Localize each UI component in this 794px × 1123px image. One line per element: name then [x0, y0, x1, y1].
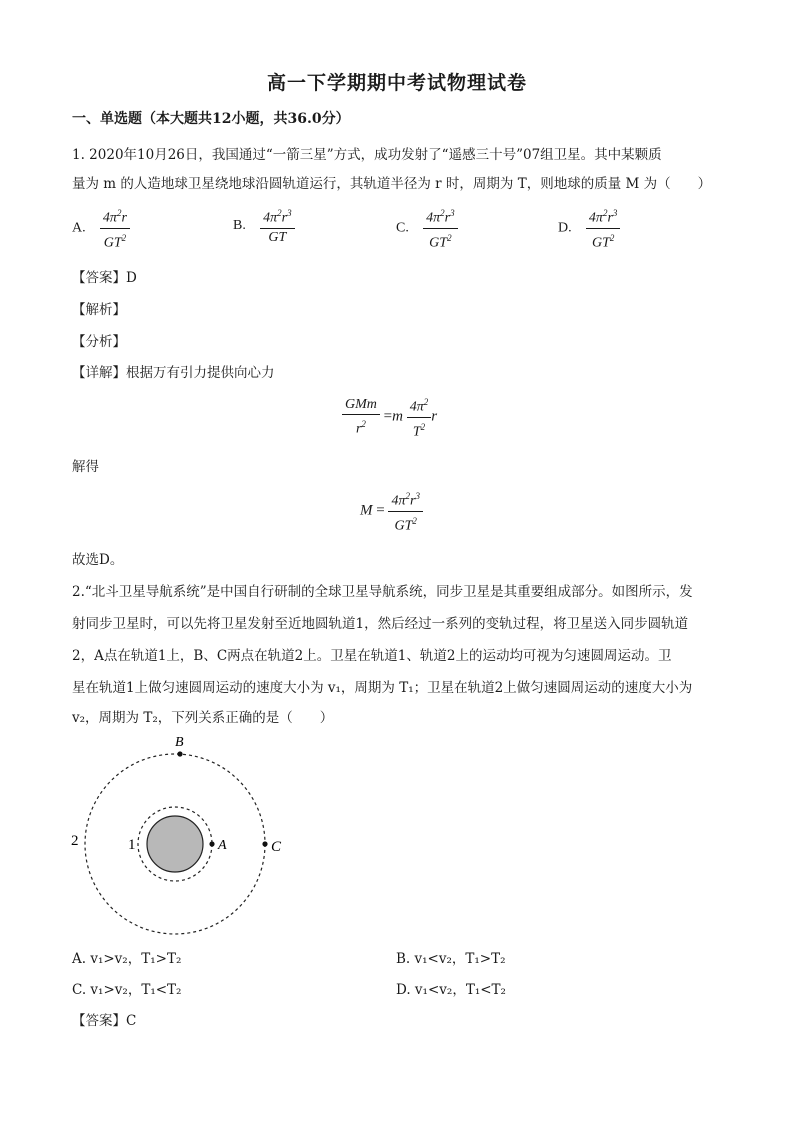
label-c: C	[271, 839, 282, 855]
q1-option-b-label: B.	[233, 217, 246, 233]
q2-text-line4: 星在轨道1上做匀速圆周运动的速度大小为 v₁，周期为 T₁；卫星在轨道2上做匀速圆周运动的速度大小为	[72, 680, 693, 696]
label-b: B	[175, 735, 184, 750]
q1-equation-result: M = $\frac{4\pi^2r^3}{GT^2}$	[360, 488, 423, 534]
q2-text-line2: 射同步卫星时，可以先将卫星发射至近地圆轨道1，然后经过一系列的变轨过程，将卫星送入同步圆轨道	[72, 616, 689, 632]
label-a: A	[218, 838, 227, 853]
point-c	[262, 841, 267, 846]
label-orbit-1: 1	[128, 837, 136, 853]
section-heading: 一、单选题（本大题共12小题，共36.0分）	[72, 111, 350, 127]
point-b	[177, 751, 182, 756]
orbit-diagram	[60, 725, 310, 950]
q1-solve-label: 解得	[72, 459, 99, 475]
q1-analysis-heading: 【解析】	[72, 302, 126, 318]
q1-option-a-label: A.	[72, 220, 86, 236]
earth	[147, 816, 203, 872]
q1-option-c	[396, 205, 458, 251]
q1-option-d-label: D.	[558, 220, 572, 236]
q1-option-b	[233, 205, 295, 246]
q2-text-line3: 2，A点在轨道1上，B、C两点在轨道2上。卫星在轨道1、轨道2上的运动均可视为匀速圆周运动。卫	[72, 648, 672, 664]
q2-text-line5: v₂，周期为 T₂，下列关系正确的是（ ）	[72, 710, 334, 726]
q2-option-b: B. v₁<v₂，T₁>T₂	[396, 951, 506, 967]
label-orbit-2: 2	[71, 833, 79, 849]
q1-fenxi-heading: 【分析】	[72, 334, 126, 350]
q1-option-c-formula: $\frac{4\pi^2r^3}{GT^2}$	[423, 205, 457, 251]
q2-text-line1: 2.“北斗卫星导航系统”是中国自行研制的全球卫星导航系统，同步卫星是其重要组成部分。如图所示，发	[72, 584, 693, 600]
q1-option-d-formula: $\frac{4\pi^2r^3}{GT^2}$	[586, 205, 620, 251]
q1-option-a	[72, 205, 130, 251]
q1-option-d	[558, 205, 620, 251]
q1-equation-gravity: $\frac{\text{GMm}}{r^2}$ =m $\frac{4\pi^2}{T^2}$ r	[342, 394, 437, 440]
q1-text-line1: 1. 2020年10月26日，我国通过“一箭三星”方式，成功发射了“遥感三十号”07组卫星。其中某颗质	[72, 147, 662, 163]
point-a	[209, 841, 214, 846]
q1-option-c-label: C.	[396, 220, 409, 236]
q1-option-b-formula: $\frac{4\pi^2r^3}{GT}$	[260, 205, 294, 246]
q1-option-a-formula: $\frac{4\pi^2r}{GT^2}$	[100, 205, 130, 251]
q2-option-a: A. v₁>v₂，T₁>T₂	[72, 951, 182, 967]
q1-detail: 【详解】根据万有引力提供向心力	[72, 365, 275, 381]
q2-answer: 【答案】C	[72, 1013, 137, 1029]
q2-option-c: C. v₁>v₂，T₁<T₂	[72, 982, 182, 998]
q1-text-line2: 量为 m 的人造地球卫星绕地球沿圆轨道运行，其轨道半径为 r 时，周期为 T，则地球的质量 M 为（ ）	[72, 176, 712, 192]
q1-conclusion: 故选D。	[72, 552, 124, 568]
q1-answer: 【答案】D	[72, 270, 137, 286]
q2-option-d: D. v₁<v₂，T₁<T₂	[396, 982, 506, 998]
page-title: 高一下学期期中考试物理试卷	[266, 72, 527, 94]
